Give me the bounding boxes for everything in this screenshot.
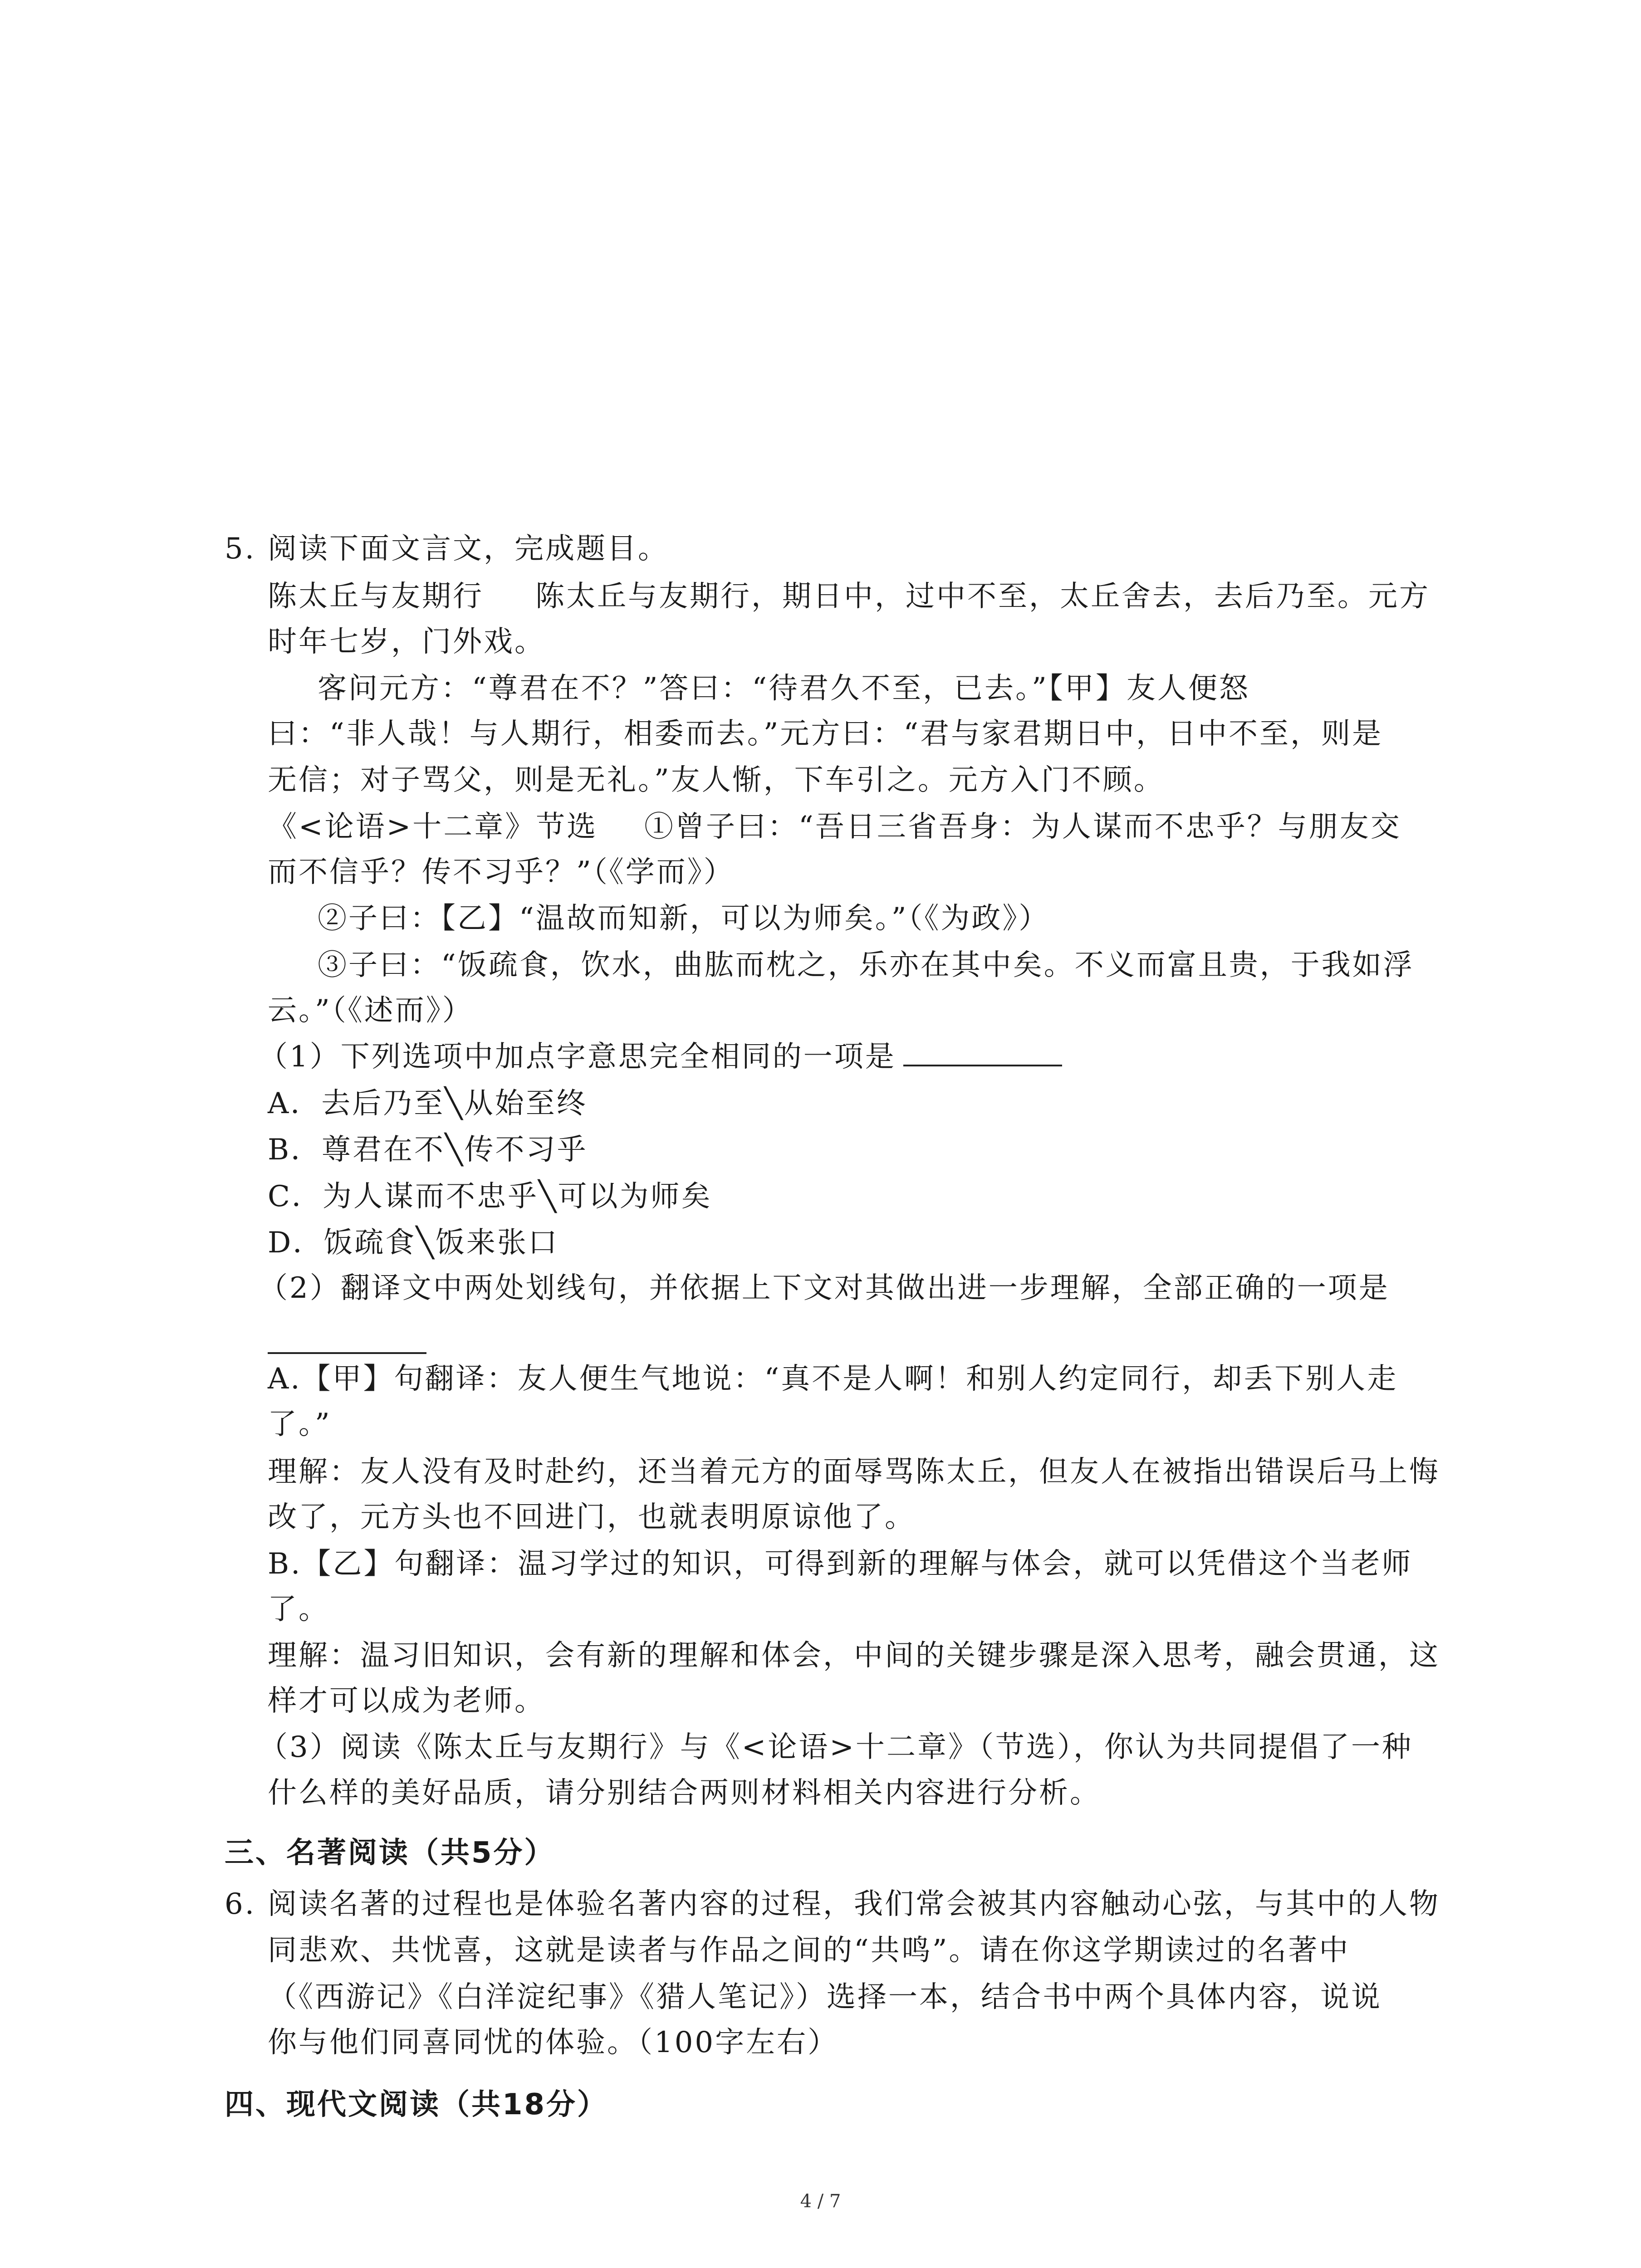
text2-line: 云。”（《述而》） — [268, 994, 473, 1027]
q6-line: 你与他们同喜同忧的体验。（100字左右） — [268, 2026, 839, 2059]
text1-line: 无信；对子骂父，则是无礼。”友人惭，下车引之。元方入门不顾。 — [268, 763, 1165, 797]
text1-line: 时年七岁，门外戏。 — [268, 625, 545, 659]
text2-line: ③子曰：“饭疏食，饮水，曲肱而枕之，乐亦在其中矣。不义而富且贵，于我如浮 — [318, 948, 1414, 982]
sub-question-3-line: 什么样的美好品质，请分别结合两则材料相关内容进行分析。 — [268, 1776, 1101, 1810]
q6-line: 阅读名著的过程也是体验名著内容的过程，我们常会被其内容触动心弦，与其中的人物 — [268, 1887, 1440, 1921]
option-a: A.【甲】句翻译：友人便生气地说：“真不是人啊！和别人约定同行，却丢下别人走 — [268, 1362, 1398, 1396]
text1-line: 曰：“非人哉！与人期行，相委而去。”元方曰：“君与家君期日中，日中不至，则是 — [268, 717, 1383, 751]
option-c: C．为人谋而不忠乎╲可以为师矣 — [268, 1180, 712, 1213]
q6-line: （《西游记》《白洋淀纪事》《猎人笔记》）选择一本，结合书中两个具体内容，说说 — [268, 1980, 1382, 2014]
text2-line: ②子曰：【乙】“温故而知新，可以为师矣。”（《为政》） — [318, 902, 1050, 935]
option-b: B．尊君在不╲传不习乎 — [268, 1133, 588, 1167]
q5-number: 5. — [225, 532, 256, 566]
option-a-line: 了。” — [268, 1408, 332, 1441]
section-heading: 三、名著阅读（共5分） — [225, 1836, 555, 1870]
answer-blank[interactable] — [268, 1327, 426, 1354]
option-b-line: 样才可以成为老师。 — [268, 1684, 545, 1718]
option-a-line: 理解：友人没有及时赴约，还当着元方的面辱骂陈太丘，但友人在被指出错误后马上悔 — [268, 1455, 1440, 1489]
option-b-line: 理解：温习旧知识，会有新的理解和体会，中间的关键步骤是深入思考，融会贯通，这 — [268, 1639, 1440, 1672]
text2-line: 而不信乎？传不习乎？”（《学而》） — [268, 855, 735, 889]
text1-line: 客问元方：“尊君在不？”答曰：“待君久不至，已去。”【甲】友人便怒 — [318, 672, 1250, 705]
q6-number: 6. — [225, 1887, 256, 1921]
sub-question-2: （2）翻译文中两处划线句，并依据上下文对其做出进一步理解，全部正确的一项是 — [259, 1271, 1390, 1305]
text1-title: 陈太丘与友期行 — [268, 580, 484, 613]
section-heading: 四、现代文阅读（共18分） — [225, 2088, 608, 2121]
text2-title: 《<论语>十二章》节选 — [268, 810, 598, 844]
option-d: D．饭疏食╲饭来张口 — [268, 1226, 559, 1260]
text2-line: ①曾子曰：“吾日三省吾身：为人谋而不忠乎？与朋友交 — [644, 810, 1401, 844]
text1-line: 陈太丘与友期行，期日中，过中不至，太丘舍去，去后乃至。元方 — [535, 580, 1430, 613]
sub-question-3: （3）阅读《陈太丘与友期行》与《<论语>十二章》（节选），你认为共同提倡了一种 — [259, 1730, 1413, 1764]
page-number: 4 / 7 — [800, 2191, 841, 2212]
option-a-line: 改了，元方头也不回进门，也就表明原谅他了。 — [268, 1501, 916, 1534]
q6-line: 同悲欢、共忧喜，这就是读者与作品之间的“共鸣”。请在你这学期读过的名著中 — [268, 1934, 1350, 1967]
answer-blank[interactable] — [903, 1039, 1062, 1066]
option-b-line: 了。 — [268, 1593, 329, 1626]
option-b: B.【乙】句翻译：温习学过的知识，可得到新的理解与体会，就可以凭借这个当老师 — [268, 1547, 1413, 1581]
option-a: A．去后乃至╲从始至终 — [268, 1087, 588, 1120]
q5-prompt: 阅读下面文言文，完成题目。 — [268, 532, 669, 566]
sub-question-1: （1）下列选项中加点字意思完全相同的一项是 — [259, 1039, 1062, 1075]
